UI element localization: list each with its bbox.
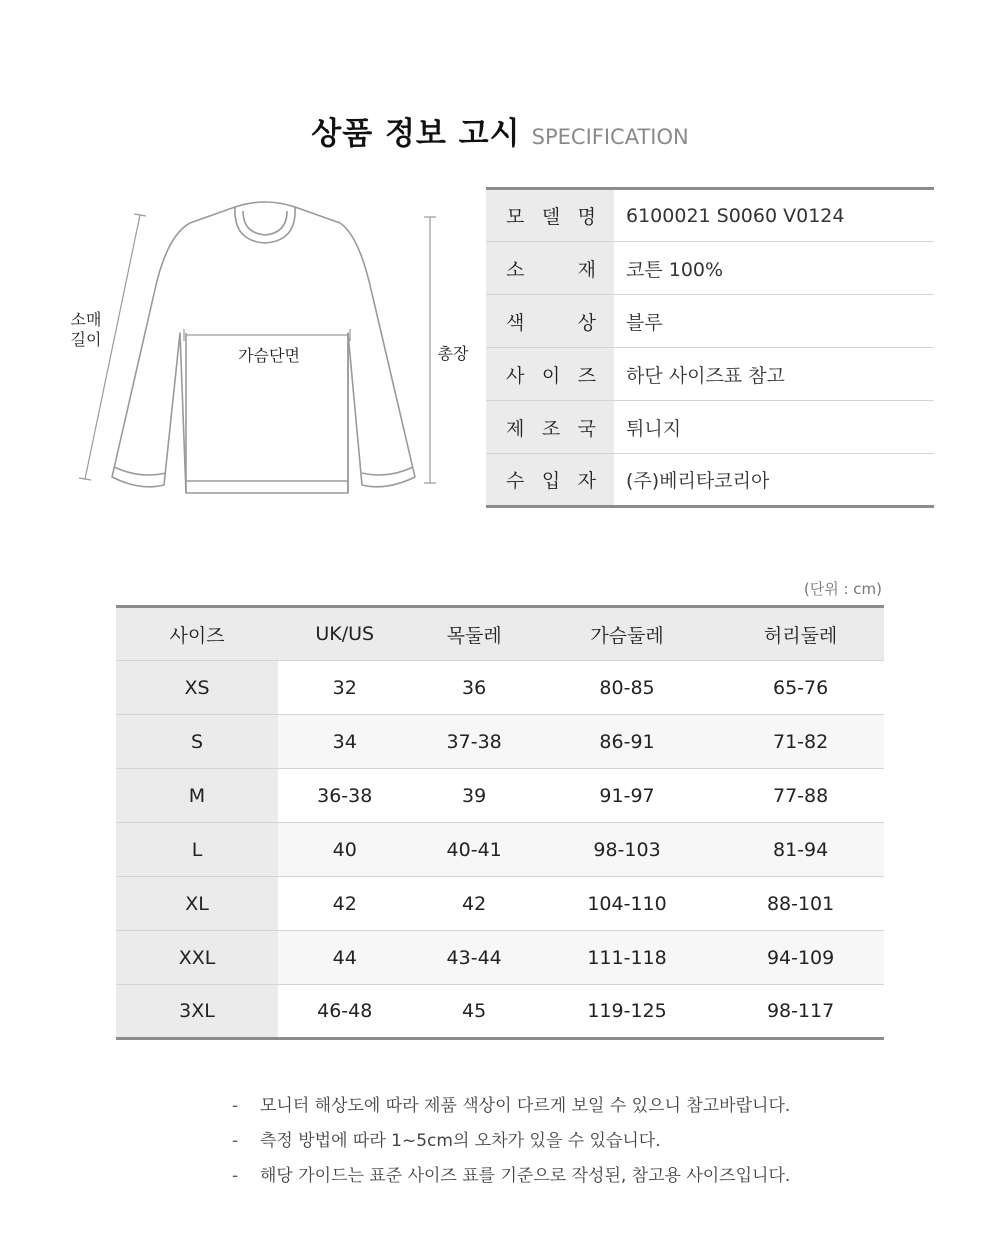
bullet-dash: -	[232, 1096, 239, 1116]
waist-cell: 77-88	[717, 769, 884, 823]
ukus-cell: 36-38	[278, 769, 411, 823]
spec-row-size	[486, 348, 934, 401]
header-waist: 허리둘레	[717, 607, 884, 661]
garment-diagram	[50, 195, 480, 505]
ukus-cell: 40	[278, 823, 411, 877]
spec-key: 색 상	[486, 295, 614, 348]
neck-cell: 45	[411, 985, 536, 1039]
waist-cell: 65-76	[717, 661, 884, 715]
chest-cell: 119-125	[537, 985, 717, 1039]
chest-cell: 104-110	[537, 877, 717, 931]
sleeve-label-line-2: 길이	[70, 330, 102, 349]
spec-key: 모 델 명	[486, 189, 614, 242]
size-cell: M	[116, 769, 278, 823]
neck-cell: 36	[411, 661, 536, 715]
ukus-cell: 44	[278, 931, 411, 985]
waist-cell: 71-82	[717, 715, 884, 769]
waist-cell: 98-117	[717, 985, 884, 1039]
note-text: 측정 방법에 따라 1~5cm의 오차가 있을 수 있습니다.	[260, 1131, 661, 1151]
neck-cell: 39	[411, 769, 536, 823]
table-row	[116, 661, 884, 715]
list-item	[232, 1163, 790, 1198]
table-row	[116, 715, 884, 769]
total-length-label: 총장	[433, 344, 473, 364]
chest-cell: 80-85	[537, 661, 717, 715]
neck-cell: 42	[411, 877, 536, 931]
waist-cell: 81-94	[717, 823, 884, 877]
bullet-dash: -	[232, 1166, 239, 1186]
spec-row-origin	[486, 401, 934, 454]
size-header-row	[116, 607, 884, 661]
spec-key: 소 재	[486, 242, 614, 295]
waist-cell: 88-101	[717, 877, 884, 931]
product-info-table	[486, 187, 934, 508]
waist-cell: 94-109	[717, 931, 884, 985]
note-text: 해당 가이드는 표준 사이즈 표를 기준으로 작성된, 참고용 사이즈입니다.	[260, 1166, 791, 1186]
spec-key: 사 이 즈	[486, 348, 614, 401]
sleeve-label-line-1: 소매	[70, 310, 102, 329]
size-cell: XL	[116, 877, 278, 931]
spec-key: 제 조 국	[486, 401, 614, 454]
sleeve-length-label	[66, 310, 106, 350]
chest-width-label: 가슴단면	[238, 346, 300, 365]
table-row	[116, 931, 884, 985]
chest-cell: 91-97	[537, 769, 717, 823]
neck-cell: 43-44	[411, 931, 536, 985]
title-english: SPECIFICATION	[531, 125, 689, 149]
bullet-dash: -	[232, 1131, 239, 1151]
table-row	[116, 823, 884, 877]
spec-row-model	[486, 189, 934, 242]
spec-row-color	[486, 295, 934, 348]
table-row	[116, 877, 884, 931]
size-cell: S	[116, 715, 278, 769]
spec-value: 블루	[614, 295, 934, 348]
spec-value: 6100021 S0060 V0124	[614, 189, 934, 242]
header-chest: 가슴둘레	[537, 607, 717, 661]
ukus-cell: 42	[278, 877, 411, 931]
table-row	[116, 985, 884, 1039]
chest-cell: 86-91	[537, 715, 717, 769]
page-title	[0, 108, 1000, 153]
list-item	[232, 1128, 790, 1163]
unit-label: (단위 : cm)	[803, 580, 882, 598]
neck-cell: 40-41	[411, 823, 536, 877]
spec-value: 튀니지	[614, 401, 934, 454]
header-neck: 목둘레	[411, 607, 536, 661]
ukus-cell: 32	[278, 661, 411, 715]
size-cell: 3XL	[116, 985, 278, 1039]
size-cell: L	[116, 823, 278, 877]
neck-cell: 37-38	[411, 715, 536, 769]
chest-cell: 98-103	[537, 823, 717, 877]
spec-row-importer	[486, 454, 934, 507]
spec-value: (주)베리타코리아	[614, 454, 934, 507]
header-size: 사이즈	[116, 607, 278, 661]
ukus-cell: 34	[278, 715, 411, 769]
header-ukus: UK/US	[278, 607, 411, 661]
spec-row-material	[486, 242, 934, 295]
size-chart-table	[116, 605, 884, 1040]
table-row	[116, 769, 884, 823]
size-cell: XXL	[116, 931, 278, 985]
spec-key: 수 입 자	[486, 454, 614, 507]
title-korean: 상품 정보 고시	[311, 116, 521, 152]
chest-cell: 111-118	[537, 931, 717, 985]
size-cell: XS	[116, 661, 278, 715]
spec-value: 하단 사이즈표 참고	[614, 348, 934, 401]
notes-list	[232, 1093, 790, 1198]
spec-value: 코튼 100%	[614, 242, 934, 295]
list-item	[232, 1093, 790, 1128]
ukus-cell: 46-48	[278, 985, 411, 1039]
note-text: 모니터 해상도에 따라 제품 색상이 다르게 보일 수 있으니 참고바랍니다.	[260, 1096, 791, 1116]
